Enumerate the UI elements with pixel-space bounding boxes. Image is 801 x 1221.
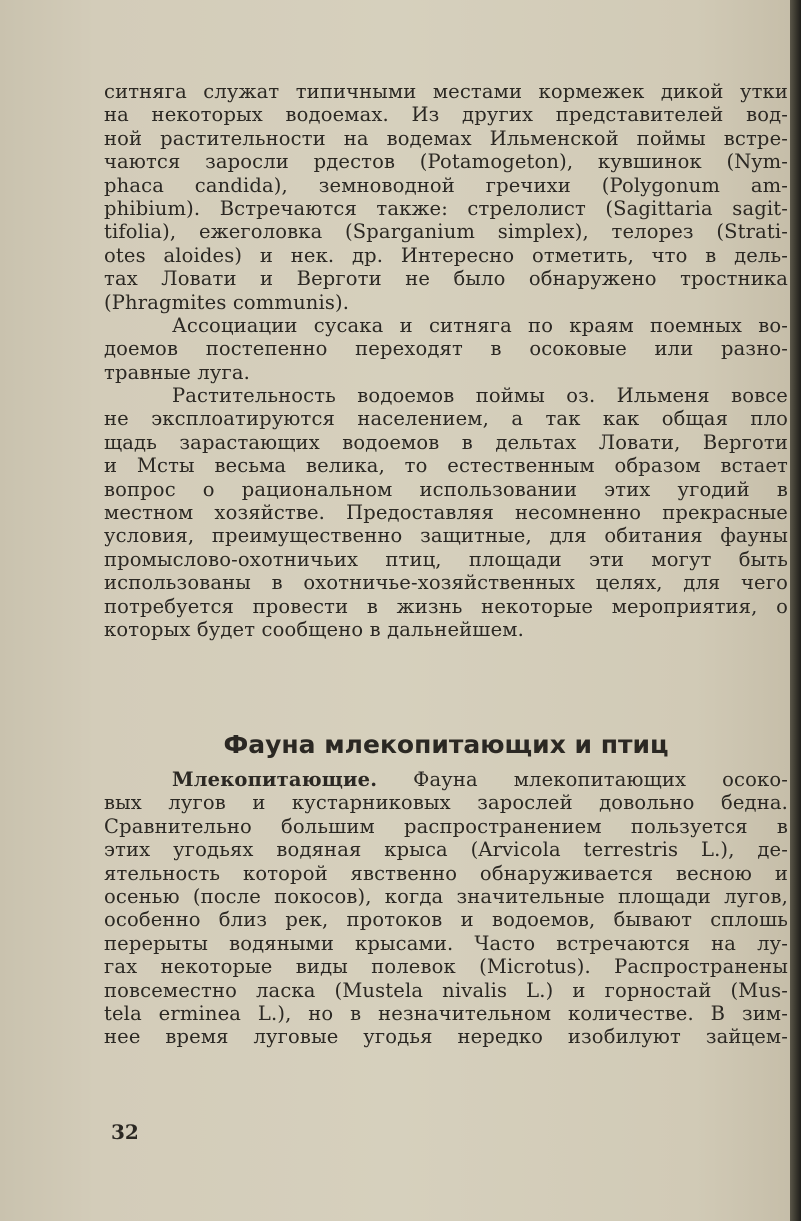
text-line: которых будет сообщено в дальнейшем. — [104, 617, 524, 641]
paragraph-4 — [104, 768, 788, 1049]
text-line: промыслово-охотничьих птиц, площади эти могут быть — [104, 547, 788, 571]
text-line: повсеместно ласка (Mustela nivalis L.) и горностай (Mus- — [104, 978, 788, 1002]
text-line: и Мсты весьма велика, то естественным образом встает — [104, 454, 788, 478]
paragraph-2 — [104, 314, 788, 384]
text-line: тах Ловати и Верготи не было обнаружено тростника — [104, 267, 788, 291]
text-line: Ассоциации сусака и ситняга по краям поемных во- — [172, 313, 788, 337]
text-line: щадь зарастающих водоемов в дельтах Ловати, Верготи — [104, 430, 788, 454]
paragraph-1 — [104, 80, 788, 314]
text-line: вых лугов и кустарниковых зарослей довольно бедна. — [104, 791, 788, 815]
text-line: нее время луговые угодья нередко изобилуют зайцем- — [104, 1025, 788, 1049]
section-heading: Фауна млекопитающих и птиц — [223, 730, 669, 759]
text-line: доемов постепенно переходят в осоковые или разно- — [104, 337, 788, 361]
text-line: ситняга служат типичными местами кормежек дикой утки — [104, 80, 788, 103]
text-line: tifolia), ежеголовка (Sparganium simplex), телорез (Strati- — [104, 220, 788, 244]
text-line: местном хозяйстве. Предоставляя несомненно прекрасные — [104, 501, 788, 525]
text-line: otes aloides) и нек. др. Интересно отметить, что в дель- — [104, 243, 788, 267]
text-line: phaca candida), земноводной гречихи (Polygonum am- — [104, 173, 788, 197]
text-line: потребуется провести в жизнь некоторые мероприятия, о — [104, 594, 788, 618]
text-line: Сравнительно большим распространением пользуется в — [104, 814, 788, 838]
text-line — [104, 768, 788, 791]
page-edge — [790, 0, 801, 1221]
text-line: Растительность водоемов поймы оз. Ильменя вовсе — [172, 384, 788, 408]
page-number: 32 — [111, 1120, 139, 1144]
text-line: tela erminea L.), но в незначительном количестве. В зим- — [104, 1001, 788, 1025]
text-line: условия, преимущественно защитные, для обитания фауны — [104, 524, 788, 548]
paragraph-3 — [104, 384, 788, 641]
text-run: Фауна млекопитающих осоко- — [377, 768, 788, 791]
text-line: (Phragmites communis). — [104, 290, 350, 314]
text-line: ной растительности на водемах Ильменской поймы встре- — [104, 126, 788, 150]
text-line: ятельность которой явственно обнаруживается весною и — [104, 861, 788, 885]
text-line: phibium). Встречаются также: стрелолист (Sagittaria sagit- — [104, 196, 788, 220]
run-in-heading: Млекопитающие. — [172, 768, 378, 791]
text-line: перерыты водяными крысами. Часто встречаются на лу- — [104, 931, 788, 955]
text-line: осенью (после покосов), когда значительные площади лугов, — [104, 884, 788, 908]
text-body — [104, 80, 788, 641]
text-line: не эксплоатируются населением, а так как общая пло — [104, 407, 788, 431]
text-line: чаются заросли рдестов (Potamogeton), кувшинок (Nym- — [104, 150, 788, 174]
text-line: особенно близ рек, протоков и водоемов, бывают сплошь — [104, 908, 788, 932]
text-line: на некоторых водоемах. Из других представителей вод- — [104, 103, 788, 127]
text-line: травные луга. — [104, 360, 250, 384]
text-line: вопрос о рациональном использовании этих угодий в — [104, 477, 788, 501]
text-line: гах некоторые виды полевок (Microtus). Распространены — [104, 955, 788, 979]
text-line: этих угодьях водяная крыса (Arvicola terrestris L.), де- — [104, 838, 788, 862]
text-line: использованы в охотничье-хозяйственных целях, для чего — [104, 571, 788, 595]
